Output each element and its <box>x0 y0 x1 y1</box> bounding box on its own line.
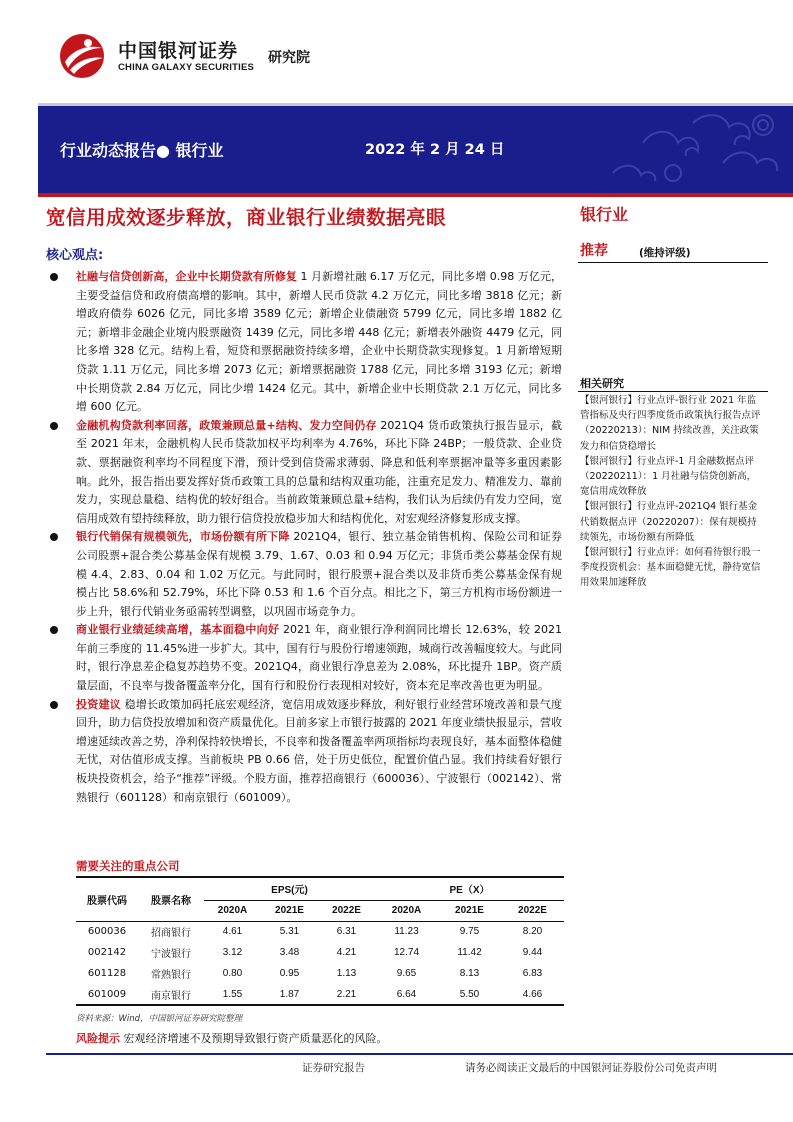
bullet-dot-icon <box>50 701 58 709</box>
cell-pe: 6.83 <box>522 968 543 979</box>
cell-name: 招商银行 <box>151 928 191 940</box>
cell-pe: 11.23 <box>394 926 419 938</box>
report-banner <box>38 103 793 194</box>
related-research-list <box>580 393 765 591</box>
footer-disclaimer: 请务必阅读正文最后的中国银河证券股份公司免责声明 <box>465 1062 717 1074</box>
col-header-year: 2020A <box>375 900 438 921</box>
core-views-list <box>46 268 562 807</box>
focus-companies-table <box>76 876 564 1006</box>
cell-pe: 8.20 <box>522 926 543 938</box>
list-item <box>46 621 562 695</box>
list-item <box>46 696 562 808</box>
cell-eps: 1.55 <box>204 984 261 1005</box>
cell-pe: 9.65 <box>396 968 417 979</box>
report-type: 行业动态报告● 银行业 <box>60 141 224 160</box>
bullet-lead: 金融机构贷款利率回落，政策兼顾总量+结构、发力空间仍存 <box>76 418 377 432</box>
table-source-note: 资料来源：Wind，中国银河证券研究院整理 <box>76 1014 243 1024</box>
bullet-lead: 投资建议 <box>76 697 121 711</box>
cell-pe: 6.64 <box>375 984 438 1005</box>
cell-code: 600036 <box>87 926 127 938</box>
col-header-year: 2021E <box>438 900 501 921</box>
col-header-year: 2021E <box>261 900 318 921</box>
table-row <box>76 963 564 984</box>
banner-top-rule <box>38 103 793 106</box>
cell-pe: 4.66 <box>501 984 564 1005</box>
cell-code: 002142 <box>87 947 127 958</box>
bullet-lead: 社融与信贷创新高，企业中长期贷款有所修复 <box>76 270 297 283</box>
related-research-item[interactable]: 【银河银行】行业点评-2021Q4 银行基金代销数据点评（20220207）：保有规模持续领先，市场份额有所降低 <box>580 501 758 543</box>
col-header-year: 2022E <box>501 900 564 921</box>
cell-pe: 8.13 <box>459 968 480 979</box>
bullet-lead: 商业银行业绩延续高增，基本面稳中向好 <box>76 623 280 637</box>
cell-pe: 5.50 <box>438 984 501 1005</box>
list-item <box>46 528 562 621</box>
footer-rule <box>46 1053 793 1055</box>
banner-red-rule <box>38 193 793 197</box>
risk-warning <box>76 1030 388 1046</box>
related-research-item[interactable]: 【银河银行】行业点评：如何看待银行股一季度投资机会：基本面稳健无忧，静待宽信用效果加速释放 <box>580 547 761 589</box>
institute-label: 研究院 <box>268 50 310 66</box>
cell-eps: 4.61 <box>222 926 243 938</box>
cell-eps: 0.80 <box>222 968 243 979</box>
cell-eps: 4.21 <box>336 947 357 958</box>
cell-eps: 2.21 <box>318 984 375 1005</box>
related-research-item[interactable]: 【银河银行】行业点评-银行业 2021 年监管指标及央行四季度货币政策执行报告点评（20220213）：NIM 持续改善，关注政策发力和信贷稳增长 <box>580 395 761 452</box>
cell-eps: 0.95 <box>279 968 300 979</box>
sidebar-rule <box>578 262 768 263</box>
bullet-text: 2021 年，商业银行净利润同比增长 12.63%，较 2021 年前三季度的 11.45%进一步扩大。其中，国有行与股份行增速领跑，城商行改善幅度较大。与此同时，银行净息差企稳复苏趋势不变。2021Q4，商业银行净息差为 2.08%，环比提升 1BP。资产质量层面，不良率与拨备覆盖率分化，国有行和股份行表现相对较好，资本充足率改善也更为明显。 <box>76 623 562 693</box>
cell-eps: 3.48 <box>279 947 300 958</box>
related-research-item[interactable]: 【银河银行】行业点评-1 月金融数据点评（20220211）：1 月社融与信贷创新高，宽信用成效释放 <box>580 455 757 498</box>
table-row <box>76 942 564 963</box>
cloud-pattern-icon <box>493 103 793 194</box>
cell-name: 南京银行 <box>138 984 204 1005</box>
related-research-label: 相关研究 <box>580 377 624 390</box>
cell-eps: 1.13 <box>336 968 357 979</box>
cell-code: 601128 <box>87 968 127 979</box>
col-header-eps: EPS(元) <box>204 877 375 900</box>
cell-name: 常熟银行 <box>151 970 191 981</box>
risk-text: 宏观经济增速不及预期导致银行资产质量恶化的风险。 <box>120 1032 388 1045</box>
table-row <box>76 984 564 1005</box>
col-header-pe: PE（X） <box>375 877 564 900</box>
core-views-label: 核心观点: <box>46 248 104 263</box>
cell-code: 601009 <box>76 984 138 1005</box>
list-item <box>46 268 562 417</box>
bullet-text: 1 月新增社融 6.17 万亿元，同比多增 0.98 万亿元，主要受益信贷和政府债高增的影响。其中，新增人民币贷款 4.2 万亿元，同比多增 3818 亿元；新增政府债券 6026 亿元，同比多增 3589 亿元；新增企业债融资 5799 亿元，同比多增 1882 亿元；新增非金融企业境内股票融资 1439 亿元，同比多增 448 亿元；新增表外融资 4479 亿元，同比多增 328 亿元。结构上看，短贷和票据融资持续多增，企业中长期贷款实现修复。1 月新增短期贷款 1.11 万亿元，同比多增 2073 亿元；新增票据融资 1788 亿元，同比多增 3193 亿元；新增中长期贷款 2.84 万亿元，同比少增 1424 亿元。其中，新增企业中长期贷款 2.1 万亿元，同比多增 600 亿元。 <box>76 270 562 414</box>
brand-name-en: CHINA GALAXY SECURITIES <box>118 62 255 73</box>
brand-name-cn: 中国银河证券 <box>118 40 239 62</box>
bullet-dot-icon <box>50 273 58 281</box>
risk-lead: 风险提示 <box>76 1032 120 1045</box>
cell-pe: 12.74 <box>393 947 420 958</box>
bullet-dot-icon <box>50 422 58 430</box>
galaxy-logo-icon <box>58 32 106 80</box>
bullet-text: 2021Q4 货币政策执行报告显示，截至 2021 年末，金融机构人民币贷款加权平均利率为 4.76%，环比下降 24BP；一般贷款、企业贷款、票据融资利率均不同程度下滑，预计受到信贷需求薄弱、降息和低利率票据冲量等多重因素影响。此外，报告指出要发挥好货币政策工具的总量和结构双重功能，注重充足发力、精准发力、靠前发力，实现总量稳、结构优的较好组合。当前政策兼顾总量+结构，我们认为后续仍有发力空间，宽信用成效有望持续释放，助力银行信贷投放稳步加大和结构优化，对宏观经济修复形成支撑。 <box>76 418 562 525</box>
related-research-rule <box>578 391 768 392</box>
col-header-code: 股票代码 <box>76 877 138 921</box>
bullet-text: 2021Q4，银行、独立基金销售机构、保险公司和证券公司股票+混合类公募基金保有规模 3.79、1.67、0.03 和 0.94 万亿元；非货币类公募基金保有规模 4.4、2.83、0.04 和 1.02 万亿元。与此同时，银行股票+混合类以及非货币类公募基金保有规模占比 58.6%和 52.79%，环比下降 0.53 和 1.6 个百分点。相比之下，第三方机构市场份额进一步上升，银行代销业务亟需转型调整，以巩固市场竞争力。 <box>76 530 563 618</box>
col-header-year: 2022E <box>318 900 375 921</box>
cell-pe: 9.75 <box>459 926 480 938</box>
cell-eps: 3.12 <box>222 947 243 958</box>
report-headline: 宽信用成效逐步释放，商业银行业绩数据亮眼 <box>46 206 447 229</box>
footer-report-label: 证券研究报告 <box>302 1062 365 1074</box>
sidebar-industry: 银行业 <box>580 205 629 224</box>
cell-pe: 9.44 <box>522 947 543 958</box>
bullet-dot-icon <box>50 626 58 634</box>
sidebar-rating-note: (维持评级) <box>639 247 691 259</box>
col-header-year: 2020A <box>204 900 261 921</box>
cell-pe: 11.42 <box>457 947 482 958</box>
sidebar-rating: 推荐 <box>580 243 608 259</box>
list-item <box>46 417 562 529</box>
bullet-lead: 银行代销保有规模领先，市场份额有所下降 <box>76 530 290 544</box>
col-header-name: 股票名称 <box>138 877 204 921</box>
cell-eps: 5.31 <box>279 926 300 938</box>
cell-eps: 6.31 <box>336 926 357 938</box>
bullet-dot-icon <box>50 533 58 541</box>
report-date: 2022 年 2 月 24 日 <box>365 142 505 158</box>
bullet-text: 稳增长政策加码托底宏观经济，宽信用成效逐步释放，利好银行业经营环境改善和景气度回升，助力信贷投放增加和资产质量优化。目前多家上市银行披露的 2021 年度业绩快报显示，营收增速延续改善之势，净利保持较快增长，不良率和拨备覆盖率两项指标均表现良好，基本面整体稳健无忧，对估值形成支撑。当前板块 PB 0.66 倍，处于历史低位，配置价值凸显。我们持续看好银行板块投资机会，给予“推荐”评级。个股方面，推荐招商银行（600036）、宁波银行（002142）、常熟银行（601128）和南京银行（601009）。 <box>76 697 563 804</box>
cell-name: 宁波银行 <box>151 949 191 960</box>
focus-companies-label: 需要关注的重点公司 <box>76 859 180 873</box>
table-row <box>76 921 564 942</box>
cell-eps: 1.87 <box>261 984 318 1005</box>
